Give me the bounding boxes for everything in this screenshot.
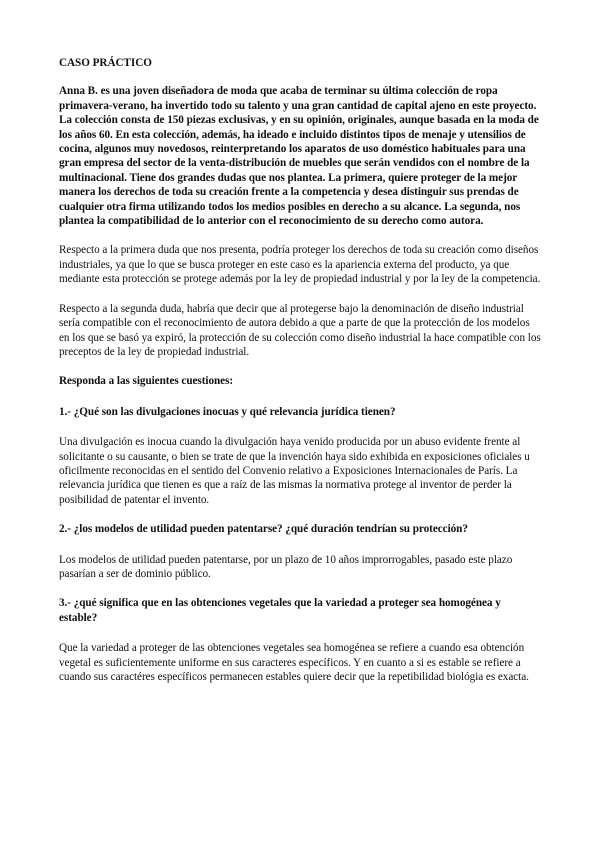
answer-3: Que la variedad a proteger de las obtenciones vegetales sea homogénea se refiere a cuando esa obtención vegetal es suficientemente uniforme en sus caracteres específicos. Y en cuanto a si es estable se refiere a cuando sus caractéres específicos permanecen estables quiere decir que la repetibilidad biológia es exacta.: [59, 642, 529, 683]
answer-1: Una divulgación es inocua cuando la divulgación haya venido producida por un abuso evidente frente al solicitante o su causante, o bien se trate de que la invención haya sido exhibida en exposiciones oficiales u oficilmente reconocidas en el sentido del Convenio relativo a Exposiciones Internacionales de París. La relevancia jurídica que tienen es que a raíz de las mismas la normativa protege al inventor de perder la posibilidad de patentar el invento.: [59, 436, 530, 506]
question-2: 2.- ¿los modelos de utilidad pueden patentarse? ¿qué duración tendrían su protección?: [59, 523, 468, 536]
question-3: 3.- ¿qué significa que en las obtenciones vegetales que la variedad a proteger sea homogénea y estable?: [59, 597, 501, 624]
answer-2: Los modelos de utilidad pueden patentarse, por un plazo de 10 años improrrogables, pasado este plazo pasarían a ser de dominio público.: [59, 553, 513, 580]
question-1: 1.- ¿Qué son las divulgaciones inocuas y qué relevancia jurídica tienen?: [59, 405, 396, 418]
answer-paragraph-2: Respecto a la segunda duda, habría que decir que al protegerse bajo la denominación de diseño industrial sería compatible con el reconocimiento de autora debido a que a parte de que la protección de los modelos en los que se basó ya expiró, la protección de su colección como diseño industrial la hace compatible con los preceptos de la ley de propiedad industrial.: [59, 302, 541, 358]
questions-heading: Responda a las siguientes cuestiones:: [59, 375, 234, 388]
answer-paragraph-1: Respecto a la primera duda que nos presenta, podría proteger los derechos de toda su creación como diseños industriales, ya que lo que se busca proteger en este caso es la apariencia externa del producto, ya que mediante esta protección se protege además por la ley de propiedad industrial y por la ley de la competencia.: [59, 244, 541, 286]
document-content: [59, 56, 541, 699]
case-intro: Anna B. es una joven diseñadora de moda que acaba de terminar su última colección de ropa primavera-verano, ha invertido todo su talento y una gran cantidad de capital ajeno en este proyecto. La colección consta de 150 piezas exclusivas, y en su opinión, originales, aunque basada en la moda de los años 60. En esta colección, además, ha ideado e incluido distintos tipos de menaje y utensilios de cocina, algunos muy novedosos, reinterpretando los aparatos de uso doméstico habituales para una gran empresa del sector de la venta-distribución de muebles que serán vendidos con el nombre de la multinacional. Tiene dos grandes dudas que nos plantea. La primera, quiere proteger de la mejor manera los derechos de toda su creación frente a la competencia y desea distinguir sus prendas de cualquier otra firma utilizando todos los medios posibles en derecho a su alcance. La segunda, nos plantea la compatibilidad de lo anterior con el reconocimiento de su derecho como autora.: [59, 85, 539, 228]
document-title: CASO PRÁCTICO: [59, 57, 152, 69]
